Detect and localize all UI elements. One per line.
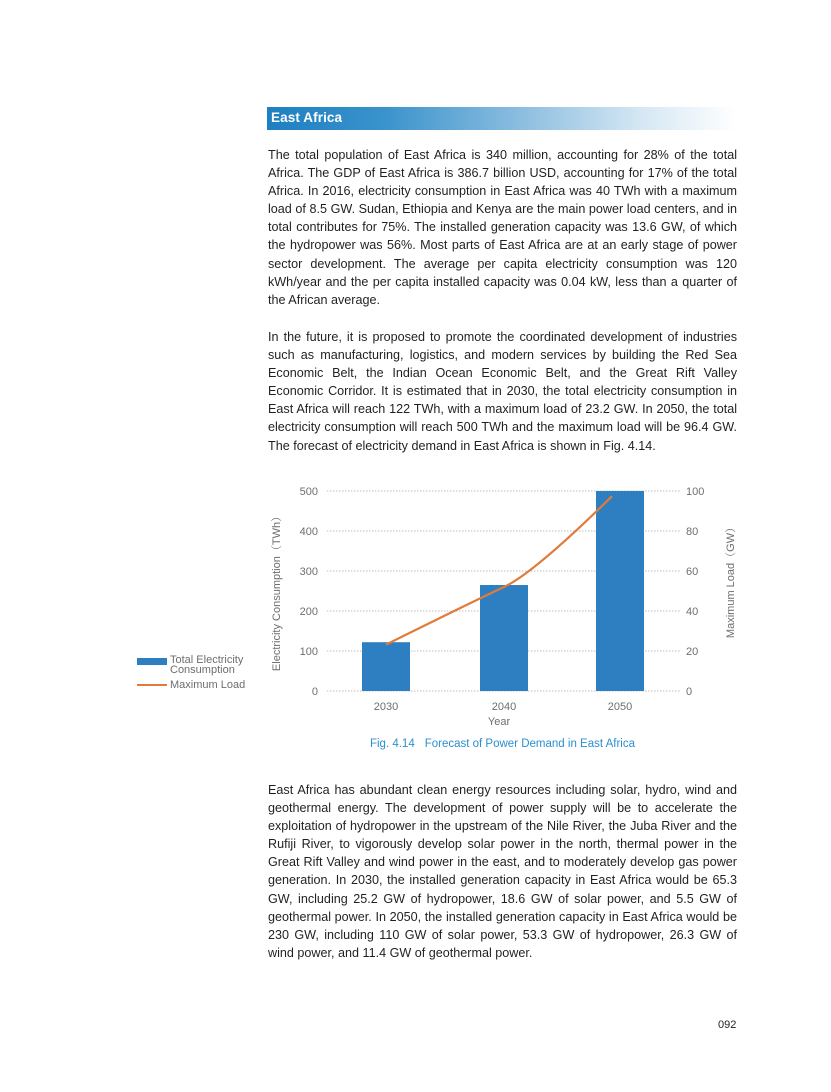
- paragraph-forecast: In the future, it is proposed to promote the coordinated development of industries such as manufacturing, logistics, and modern services by building the Red Sea Economic Belt, the Indian Ocean Economic Belt, and the Great Rift Valley Economic Corridor. It is estimated that in 2030, the total electricity consumption in East Africa will reach 122 TWh, with a maximum load of 23.2 GW. In 2050, the total electricity consumption will reach 500 TWh and the maximum load will be 96.4 GW. The forecast of electricity demand in East Africa is shown in Fig. 4.14.: [268, 330, 737, 453]
- y2-tick-label: 40: [686, 606, 699, 618]
- x-tick-label: 2040: [491, 701, 517, 713]
- bar-2050: [596, 491, 644, 691]
- bar-2030: [362, 642, 410, 691]
- figure-caption: [268, 738, 737, 750]
- y2-axis-title: Maximum Load（GW）: [725, 521, 737, 639]
- y-tick-label: 200: [299, 606, 318, 618]
- y-tick-label: 0: [311, 686, 318, 698]
- y-tick-label: 300: [299, 566, 318, 578]
- bar-2040: [480, 585, 528, 691]
- figure-number: Fig. 4.14: [369, 738, 415, 750]
- y2-tick-label: 80: [686, 526, 699, 538]
- x-axis-title: Year: [487, 716, 511, 728]
- y2-tick-label: 100: [686, 486, 705, 498]
- section-header-bar: [267, 107, 737, 130]
- legend-label: Maximum Load: [170, 679, 246, 691]
- x-tick-label: 2050: [607, 701, 633, 713]
- chart-canvas: [130, 476, 770, 736]
- x-tick-label: 2030: [373, 701, 399, 713]
- figure-caption-text: Forecast of Power Demand in East Africa: [424, 738, 636, 750]
- y2-tick-label: 60: [686, 566, 699, 578]
- page-number: 092: [718, 1019, 737, 1031]
- paragraph-overview: The total population of East Africa is 340 million, accounting for 28% of the total Africa. The GDP of East Africa is 386.7 billion USD, accounting for 17% of the total Africa. In 2016, electricity consumption in East Africa was 40 TWh with a maximum load of 8.5 GW. Sudan, Ethiopia and Kenya are the main power load centers, and in total contributes for 75%. The installed generation capacity was 13.6 GW, of which the hydropower was 56%. Most parts of East Africa are at an early stage of power sector development. The average per capita electricity consumption was 120 kWh/year and the per capita installed capacity was 0.04 kW, less than a quarter of the African average.: [268, 148, 737, 307]
- y-axis-title: Electricity Consumption（TWh）: [271, 510, 283, 672]
- y2-tick-label: 0: [686, 686, 693, 698]
- legend-label: Total Electricity Consumption: [170, 654, 244, 676]
- y-tick-label: 400: [299, 526, 318, 538]
- section-title: East Africa: [271, 110, 343, 125]
- paragraph-supply: East Africa has abundant clean energy resources including solar, hydro, wind and geothermal energy. The development of power supply will be to accelerate the exploitation of hydropower in the upstream of the Nile River, the Juba River and the Rufiji River, to vigorously develop solar power in the north, thermal power in the Great Rift Valley and wind power in the east, and to moderately develop gas power generation. In 2030, the installed generation capacity in East Africa would be 65.3 GW, including 25.2 GW of hydropower, 18.6 GW of solar power, and 5.5 GW of geothermal power. In 2050, the installed generation capacity in East Africa would be 230 GW, including 110 GW of solar power, 53.3 GW of hydropower, 26.3 GW of wind power, and 11.4 GW of geothermal power.: [268, 783, 737, 960]
- y2-tick-label: 20: [686, 646, 699, 658]
- y-tick-label: 100: [299, 646, 318, 658]
- power-demand-chart: [130, 476, 770, 736]
- y-tick-label: 500: [299, 486, 318, 498]
